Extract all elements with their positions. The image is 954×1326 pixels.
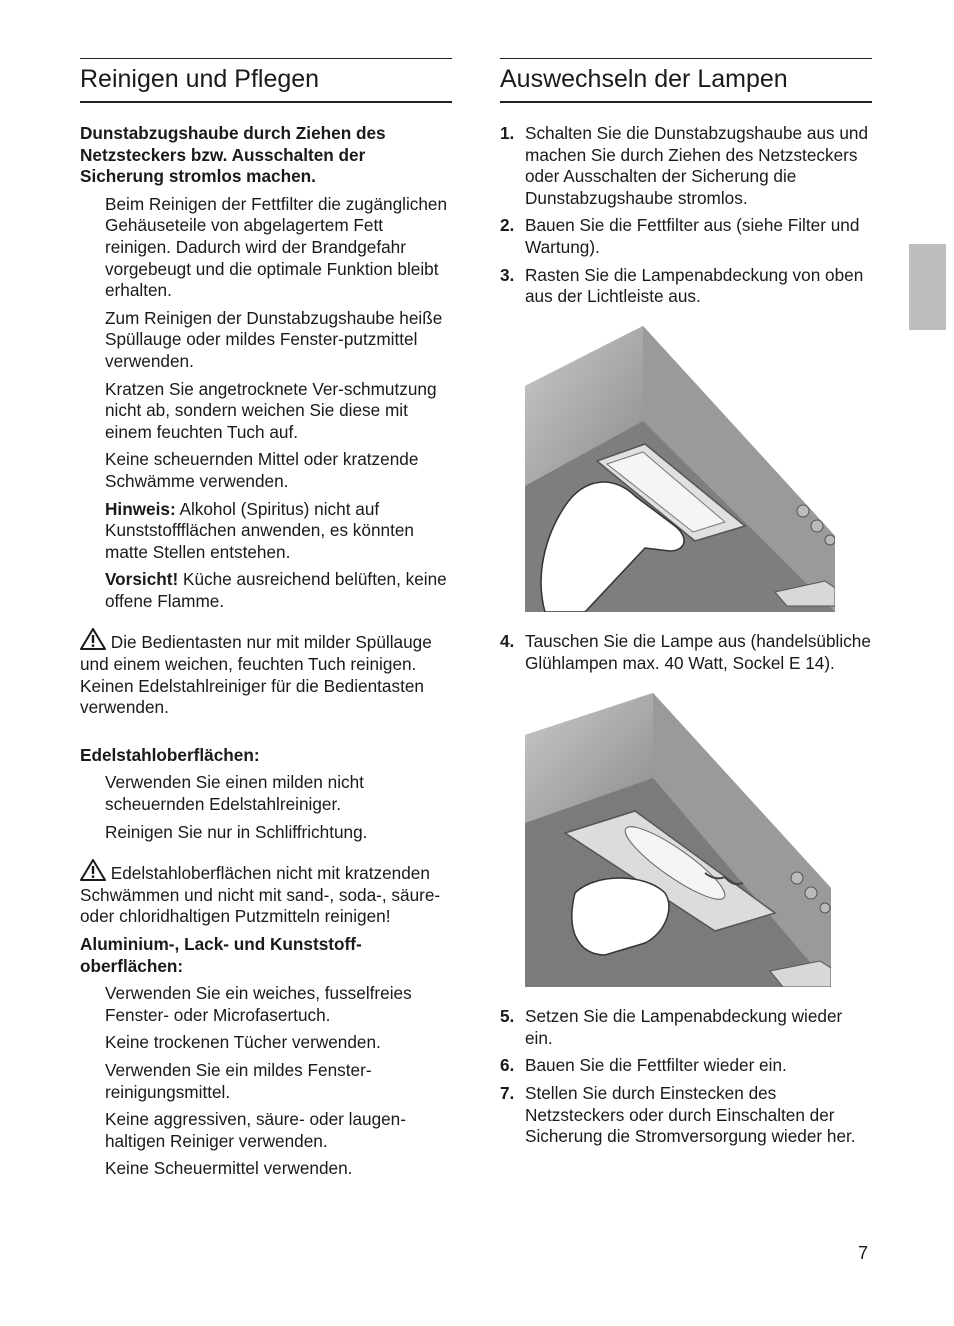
step-text: Stellen Sie durch Einstecken des Netzsteckers oder durch Einschalten der Sicherung die Stromversorgung wieder her. — [525, 1082, 856, 1147]
warning-controls — [80, 628, 452, 718]
cleaning-paragraph: Keine scheuernden Mittel oder kratzende Schwämme verwenden. — [105, 449, 419, 491]
note-paragraph — [80, 499, 452, 564]
step-item — [500, 1006, 872, 1049]
warning-text: Edelstahloberflächen nicht mit kratzenden Schwämmen und nicht mit sand-, soda-, säure- oder chloridhaltigen Putzmitteln reinigen! — [80, 863, 441, 927]
note-label: Hinweis: — [105, 498, 176, 519]
step-item — [500, 123, 872, 209]
step-text: Rasten Sie die Lampenabdeckung von oben aus der Lichtleiste aus. — [525, 264, 864, 307]
intro-instruction: Dunstabzugshaube durch Ziehen des Netzsteckers bzw. Ausschalten der Sicherung stromlos machen. — [80, 123, 386, 187]
list-item: Keine trockenen Tücher verwenden. — [105, 1032, 381, 1053]
step-number: 5. — [500, 1006, 515, 1027]
step-number: 2. — [500, 215, 515, 236]
step-text: Schalten Sie die Dunstabzugshaube aus und machen Sie durch Ziehen des Netzsteckers oder Ausschalten der Sicherung die Dunstabzugshaube stromlos. — [525, 123, 869, 208]
language-tab-marker — [909, 244, 946, 330]
step-text: Tauschen Sie die Lampe aus (handelsübliche Glühlampen max. 40 Watt, Sockel E 14). — [525, 631, 871, 673]
caution-text: Küche ausreichend belüften, keine offene Flamme. — [105, 569, 447, 611]
step-item — [500, 265, 872, 308]
caution-label: Vorsicht! — [105, 569, 179, 590]
step-number: 4. — [500, 631, 515, 652]
list-item: Verwenden Sie ein weiches, fusselfreies Fenster- oder Microfasertuch. — [105, 983, 412, 1025]
step-text: Setzen Sie die Lampenabdeckung wieder ein. — [525, 1006, 843, 1048]
step-number: 7. — [500, 1082, 515, 1103]
warning-triangle-icon — [80, 859, 106, 881]
cleaning-paragraph: Kratzen Sie angetrocknete Ver-schmutzung nicht ab, sondern weichen Sie diese mit einem feuchten Tuch auf. — [105, 378, 437, 442]
caution-paragraph — [80, 569, 452, 612]
list-item: Reinigen Sie nur in Schliffrichtung. — [105, 821, 368, 842]
lamp-section — [500, 58, 872, 1154]
list-item: Verwenden Sie einen milden nicht scheuernden Edelstahlreiniger. — [105, 772, 364, 815]
page-number: 7 — [858, 1243, 869, 1263]
subheading-stainless: Edelstahloberflächen: — [80, 744, 260, 765]
list-item: Verwenden Sie ein mildes Fenster-reinigungsmittel. — [105, 1059, 372, 1102]
step-number: 3. — [500, 264, 515, 285]
section-title-cleaning: Reinigen und Pflegen — [80, 58, 452, 103]
list-item: Keine aggressiven, säure- oder laugen-haltigen Reiniger verwenden. — [105, 1109, 406, 1151]
subheading-aluminium: Aluminium-, Lack- und Kunststoff-oberflächen: — [80, 934, 362, 976]
warning-text: Keinen Edelstahlreiniger für die Bedientasten verwenden. — [80, 675, 424, 718]
illustration-remove-lamp-cover — [525, 326, 835, 612]
warning-stainless — [80, 859, 452, 928]
note-text: Alkohol (Spiritus) nicht auf Kunststoffflächen anwenden, es könnten matte Stellen entstehen. — [105, 498, 414, 562]
section-title-lamps: Auswechseln der Lampen — [500, 58, 872, 103]
step-number: 6. — [500, 1055, 515, 1076]
list-item: Keine Scheuermittel verwenden. — [105, 1158, 353, 1179]
cleaning-paragraph: Zum Reinigen der Dunstabzugshaube heiße Spüllauge oder mildes Fenster-putzmittel verwenden. — [105, 307, 443, 371]
step-item — [500, 1055, 872, 1077]
warning-triangle-icon — [80, 628, 106, 650]
warning-text: Die Bedientasten nur mit milder Spüllauge und einem weichen, feuchten Tuch reinigen. — [80, 632, 432, 675]
step-number: 1. — [500, 123, 515, 143]
step-text: Bauen Sie die Fettfilter aus (siehe Filter und Wartung). — [525, 215, 860, 257]
cleaning-section — [80, 58, 452, 1186]
illustration-replace-bulb — [525, 693, 831, 987]
step-item — [500, 215, 872, 258]
cleaning-paragraph: Beim Reinigen der Fettfilter die zugänglichen Gehäuseteile von abgelagertem Fett reinigen. Dadurch wird der Brandgefahr vorgebeugt und die optimale Funktion bleibt erhalten. — [105, 193, 448, 301]
step-item — [500, 631, 872, 674]
step-text: Bauen Sie die Fettfilter wieder ein. — [525, 1055, 787, 1076]
step-item — [500, 1083, 872, 1148]
